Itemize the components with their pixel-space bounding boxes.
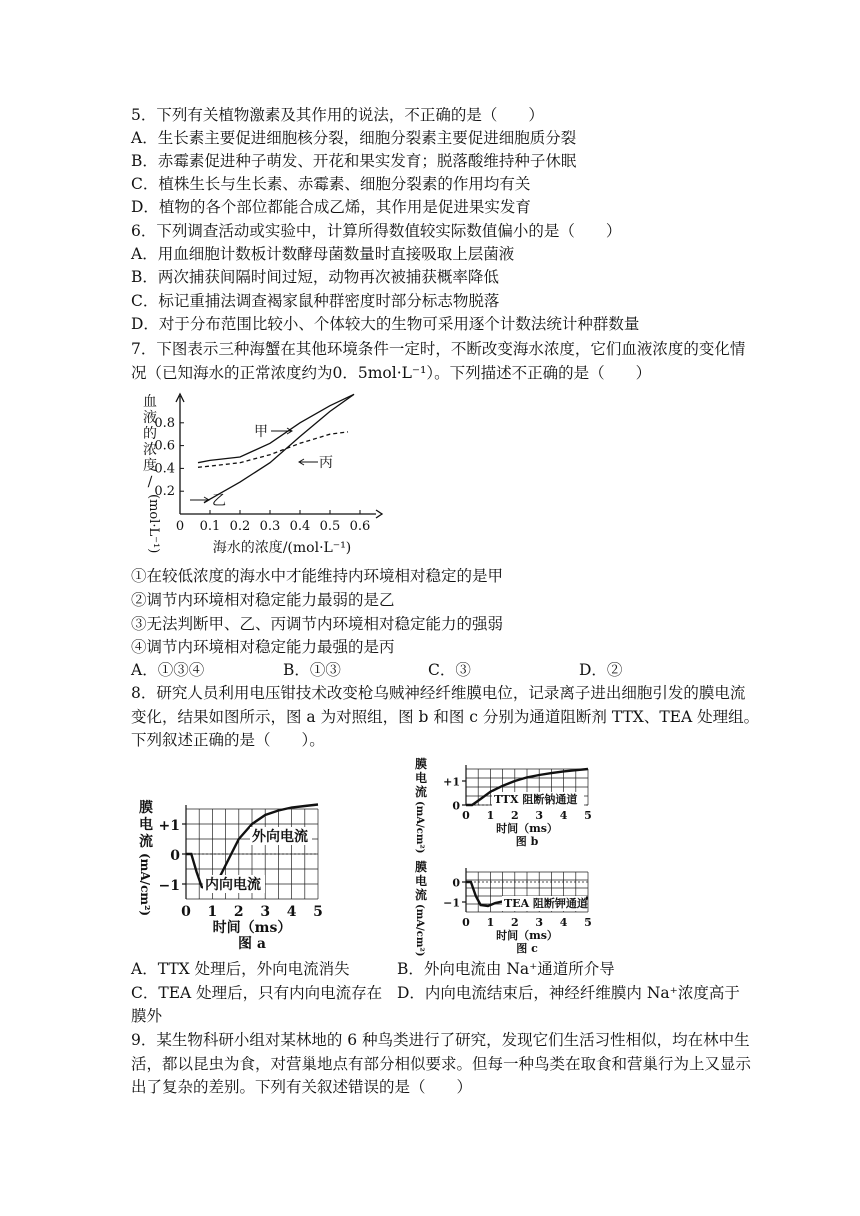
series-label-yi: 乙: [212, 493, 226, 509]
x-tick-label: 0.4: [289, 519, 311, 534]
x-tick-label: 2: [510, 809, 519, 822]
svg-text:膜: 膜: [414, 757, 428, 771]
x-axis-title: 时间（ms）: [496, 822, 558, 835]
x-tick-label: 0: [462, 809, 470, 822]
x-tick-label: 1: [486, 916, 495, 929]
q6-stem: 6．下列调查活动或实验中，计算所得数值较实际数值偏小的是（ ）: [131, 222, 622, 240]
q7-option-c: C．③: [428, 661, 471, 679]
x-tick-label: 1: [486, 809, 495, 822]
x-tick-label: 3: [260, 904, 271, 920]
y-tick-label: 0.8: [154, 415, 175, 431]
y-tick-label: −1: [443, 896, 460, 910]
x-axis-title: 时间（ms）: [212, 920, 292, 936]
x-tick-label: 4: [559, 809, 568, 822]
x-tick-label: 0.3: [259, 519, 281, 534]
q7-statement-2: ②调节内环境相对稳定能力最弱的是乙: [131, 591, 395, 609]
x-tick-label: 0: [462, 916, 470, 929]
svg-text:(mA/cm²): (mA/cm²): [414, 801, 425, 854]
svg-text:(mA/cm²): (mA/cm²): [414, 904, 425, 957]
q7-statement-1: ①在较低浓度的海水中才能维持内环境相对稳定的是甲: [131, 567, 504, 585]
q8-stem-line2: 变化，结果如图所示，图 a 为对照组，图 b 和图 c 分别为通道阻断剂 TTX、TEA 处理组。: [131, 708, 760, 726]
x-tick-label: 5: [584, 809, 592, 822]
q8-option-d-line2: 膜外: [131, 1007, 163, 1025]
annotation-label: TEA 阻断钾通道: [504, 897, 588, 910]
x-tick-label: 1: [207, 904, 218, 920]
figure-title: 图 b: [515, 835, 539, 848]
y-tick-label: −1: [158, 878, 180, 894]
x-tick-label: 0.1: [199, 519, 221, 534]
q7-option-a: A．①③④: [131, 661, 205, 679]
x-tick-label: 3: [535, 916, 544, 929]
q7-option-d: D．②: [579, 661, 623, 679]
membrane-current-figure-c: [408, 858, 608, 958]
q5-stem: 5．下列有关植物激素及其作用的说法，不正确的是（ ）: [131, 106, 544, 124]
svg-text:浓: 浓: [143, 442, 157, 458]
annotation-label: 内向电流: [205, 877, 261, 893]
svg-text:∕: ∕: [147, 474, 153, 490]
x-tick-label: 0.6: [349, 519, 371, 534]
svg-text:电: 电: [414, 874, 428, 888]
y-tick-label: 0.4: [154, 461, 175, 477]
membrane-current-figure-a: [132, 795, 352, 955]
x-tick-label: 5: [584, 916, 592, 929]
x-axis-arrow: [376, 510, 382, 518]
svg-text:流: 流: [414, 888, 428, 902]
x-axis-title: 时间（ms）: [496, 929, 558, 942]
annotation-label: TTX 阻断钠通道: [494, 793, 578, 806]
svg-text:膜: 膜: [139, 800, 153, 816]
series-label-bing: 丙: [319, 455, 333, 471]
q8-option-b: B．外向电流由 Na⁺通道所介导: [397, 960, 615, 978]
q7-statement-3: ③无法判断甲、乙、丙调节内环境相对稳定能力的强弱: [131, 615, 504, 633]
svg-text:流: 流: [414, 785, 428, 799]
y-tick-label: 0: [452, 876, 460, 890]
x-tick-label: 0: [181, 904, 191, 920]
q8-option-a: A．TTX 处理后，外向电流消失: [131, 960, 350, 978]
y-tick-label: +1: [158, 818, 180, 834]
figure-title: 图 c: [516, 942, 538, 955]
q8-option-d-line1: D．内向电流结束后，神经纤维膜内 Na⁺浓度高于: [397, 984, 740, 1002]
q9-stem-line3: 出了复杂的差别。下列有关叙述错误的是（ ）: [131, 1078, 473, 1096]
svg-text:流: 流: [139, 834, 153, 850]
q8-stem-line3: 下列叙述正确的是（ ）。: [131, 731, 325, 749]
figure-title: 图 a: [238, 936, 266, 952]
q7-option-b: B．①③: [283, 661, 341, 679]
q5-option-b: B．赤霉素促进种子萌发、开花和果实发育；脱落酸维持种子休眠: [131, 152, 577, 170]
x-tick-label: 4: [286, 904, 297, 920]
q7-stem-line1: 7．下图表示三种海蟹在其他环境条件一定时，不断改变海水浓度，它们血液浓度的变化情: [131, 340, 746, 358]
svg-text:(mol·L⁻¹): (mol·L⁻¹): [146, 494, 161, 554]
q6-option-b: B．两次捕获间隔时间过短，动物再次被捕获概率降低: [131, 268, 499, 286]
series-line-乙: [204, 394, 354, 502]
svg-text:液: 液: [143, 410, 157, 426]
x-tick-label: 0.5: [319, 519, 341, 534]
y-tick-label: 0: [170, 848, 180, 864]
y-axis-title-c: [414, 859, 427, 957]
svg-text:度: 度: [143, 458, 157, 474]
q6-option-d: D．对于分布范围比较小、个体较大的生物可采用逐个计数法统计种群数量: [131, 315, 640, 333]
x-axis-title: 海水的浓度/(mol·L⁻¹): [212, 540, 352, 556]
svg-text:膜: 膜: [414, 860, 428, 874]
x-tick-label: 5: [313, 904, 323, 920]
membrane-current-figure-b: [408, 755, 608, 855]
svg-text:电: 电: [139, 817, 153, 833]
q5-option-d: D．植物的各个部位都能合成乙烯，其作用是促进果实发育: [131, 198, 531, 216]
svg-text:(mA/cm²): (mA/cm²): [138, 853, 152, 917]
y-tick-label: 0.2: [154, 484, 175, 500]
q5-option-a: A．生长素主要促进细胞核分裂，细胞分裂素主要促进细胞质分裂: [131, 129, 577, 147]
q7-statement-4: ④调节内环境相对稳定能力最强的是丙: [131, 638, 395, 656]
x-tick-label: 2: [510, 916, 519, 929]
q6-option-c: C．标记重捕法调查褐家鼠种群密度时部分标志物脱落: [131, 292, 500, 310]
q9-stem-line2: 活，都以昆虫为食，对营巢地点有部分相似要求。但每一种鸟类在取食和营巢行为上又显示: [131, 1055, 752, 1073]
y-tick-label: +1: [443, 775, 460, 789]
x-tick-label: 3: [535, 809, 544, 822]
y-tick-label: 0: [452, 799, 460, 813]
x-tick-label: 2: [233, 904, 244, 920]
svg-text:电: 电: [414, 771, 428, 785]
x-tick-label: 0.2: [229, 519, 251, 534]
svg-text:血: 血: [143, 394, 157, 410]
q8-option-c: C．TEA 处理后，只有内向电流存在: [131, 984, 383, 1002]
q7-stem-line2: 况（已知海水的正常浓度约为0．5mol·L⁻¹）。下列描述不正确的是（ ）: [131, 364, 652, 382]
q5-option-c: C．植株生长与生长素、赤霉素、细胞分裂素的作用均有关: [131, 175, 531, 193]
annotation-label: 外向电流: [252, 829, 308, 845]
y-tick-label: 0.6: [154, 438, 175, 454]
q9-stem-line1: 9．某生物科研小组对某林地的 6 种鸟类进行了研究，发现它们生活习性相似，均在林中生: [131, 1031, 750, 1049]
y-axis-title-b: [414, 756, 427, 854]
seawater-blood-concentration-chart: [128, 390, 388, 558]
x-tick-label: 4: [559, 916, 568, 929]
q6-option-a: A．用血细胞计数板计数酵母菌数量时直接吸取上层菌液: [131, 245, 515, 263]
svg-text:的: 的: [143, 426, 157, 442]
series-label-jia: 甲: [254, 424, 268, 440]
q8-stem-line1: 8．研究人员利用电压钳技术改变枪乌贼神经纤维膜电位，记录离子进出细胞引发的膜电流: [131, 684, 746, 702]
x-tick-label: 0: [175, 519, 185, 534]
y-axis-title-a: [138, 799, 153, 916]
